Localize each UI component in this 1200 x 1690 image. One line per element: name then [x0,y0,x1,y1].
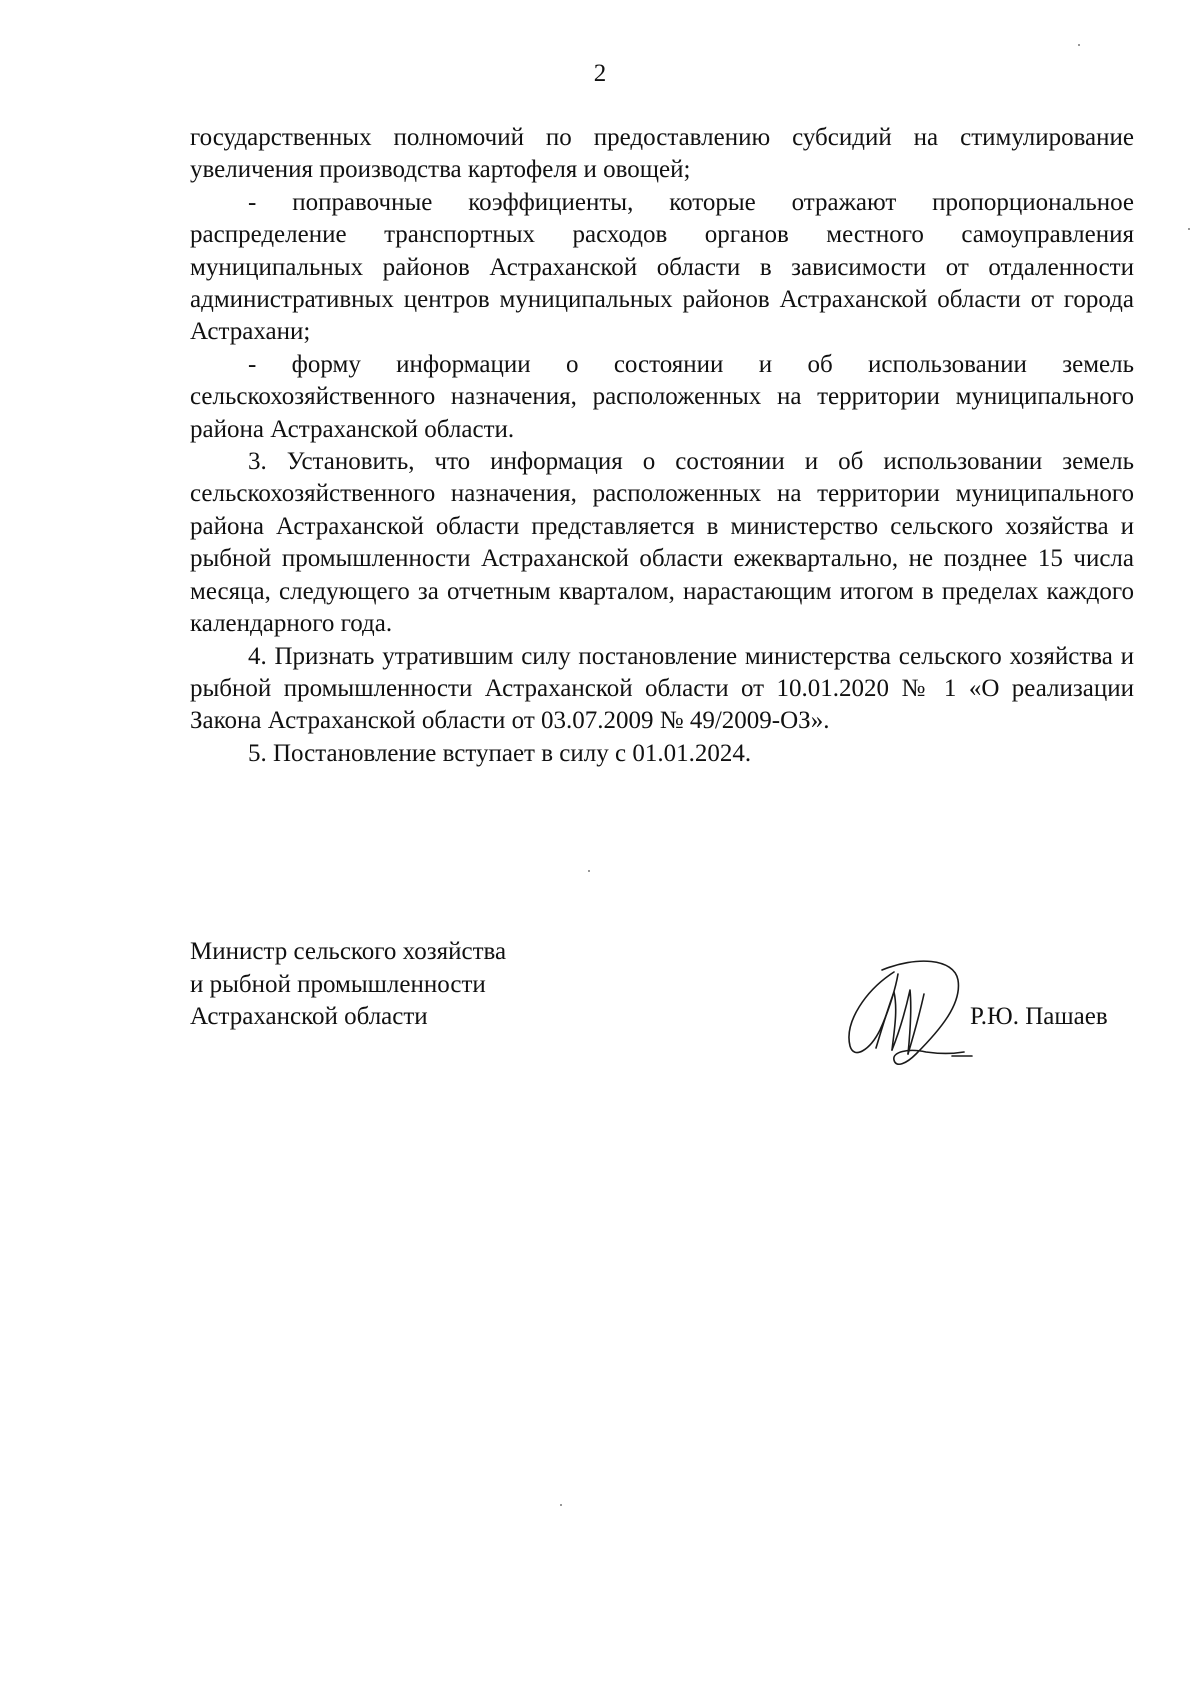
signer-position-line: и рыбной промышленности [190,970,486,998]
signer-position [190,936,506,1034]
paragraph-information-form: - форму информации о состоянии и об использовании земель сельскохозяйственного назначения, расположенных на территории муниципального района Астраханской области. [190,350,1134,443]
paragraph-correction-coefficients: - поправочные коэффициенты, которые отражают пропорциональное распределение транспортных расходов органов местного самоуправления муниципальных районов Астраханской области в зависимости от отдаленности административных центров муниципальных районов Астраханской области от города Астрахани; [190,188,1134,346]
paragraph-item-5: 5. Постановление вступает в силу с 01.01.2024. [248,739,752,767]
signer-name: Р.Ю. Пашаев [970,1003,1108,1030]
signer-position-line: Министр сельского хозяйства [190,938,507,965]
scan-speck [588,870,590,872]
paragraph-item-4: 4. Признать утратившим силу постановление министерства сельского хозяйства и рыбной промышленности Астраханской области от 10.01.2020 № 1 «О реализации Закона Астраханской области от 03.07.2009 № 49/2009-ОЗ». [190,642,1134,735]
scan-speck [1188,228,1190,230]
scan-speck [1078,44,1080,46]
signer-position-line: Астраханской области [190,1003,428,1030]
scan-speck [560,1504,562,1506]
paragraph-continuation: государственных полномочий по предоставлению субсидий на стимулирование увеличения производства картофеля и овощей; [190,124,1134,184]
page-number: 2 [593,60,607,87]
paragraph-item-3: 3. Установить, что информация о состоянии и об использовании земель сельскохозяйственного назначения, расположенных на территории муниципального района Астраханской области представляется в министерство сельского хозяйства и рыбной промышленности Астраханской области ежеквартально, не позднее 15 числа месяца, следующего за отчетным кварталом, нарастающим итогом в пределах каждого календарного года. [190,448,1134,638]
document-body [190,122,1134,770]
handwritten-signature [836,950,986,1070]
